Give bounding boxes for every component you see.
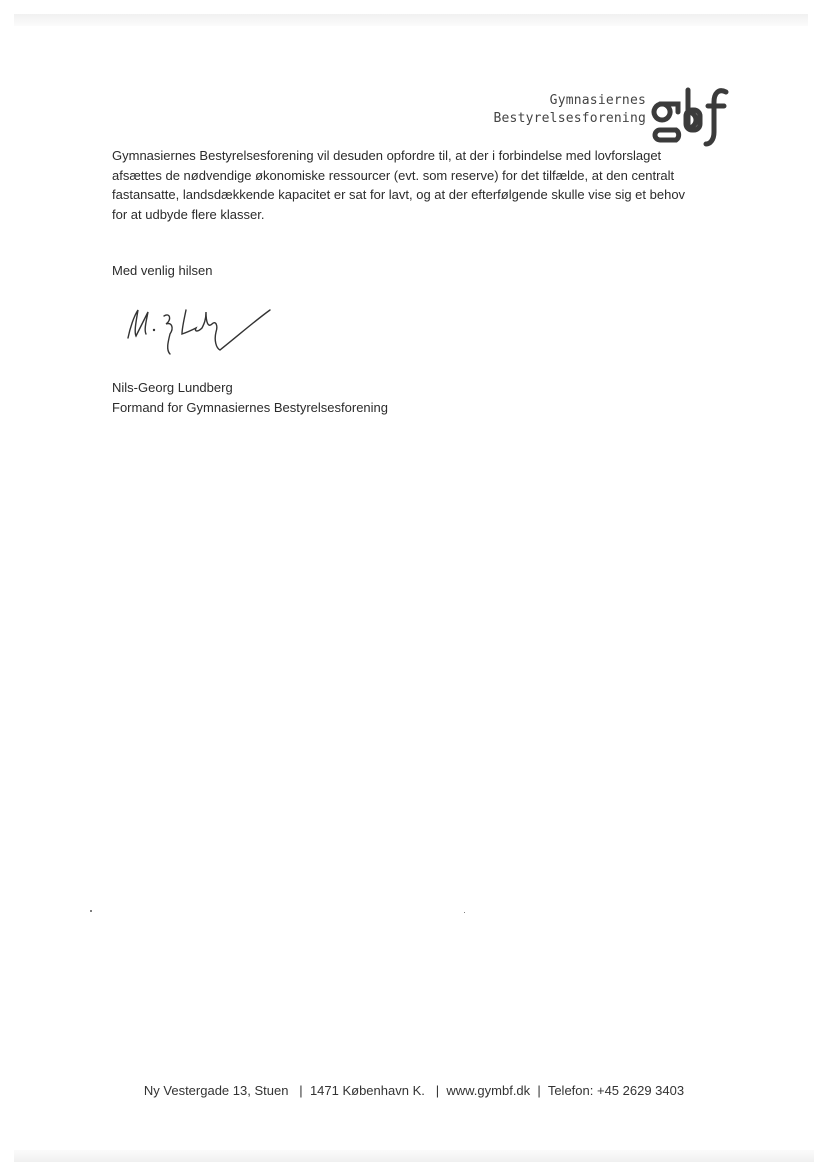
footer-space	[541, 1083, 545, 1098]
letter-body	[112, 146, 712, 224]
signer-block	[112, 378, 388, 418]
footer-city: 1471 København K.	[309, 1083, 425, 1098]
letterhead	[493, 86, 740, 148]
footer-contact	[0, 1083, 828, 1098]
body-line-1: Gymnasiernes Bestyrelsesforening vil desuden opfordre til, at der i forbindelse med lovforslaget	[112, 148, 662, 163]
organization-name	[493, 92, 646, 128]
scan-edge-bottom	[14, 1150, 814, 1162]
organization-name-line1: Gymnasiernes	[549, 93, 646, 108]
footer-phone: Telefon: +45 2629 3403	[547, 1083, 685, 1098]
scan-edge-top	[14, 14, 808, 26]
scan-speck	[90, 910, 92, 912]
signer-title: Formand for Gymnasiernes Bestyrelsesforening	[112, 400, 389, 415]
signer-name: Nils-Georg Lundberg	[112, 380, 233, 395]
footer-space	[439, 1083, 443, 1098]
footer-space	[303, 1083, 307, 1098]
footer-website-link[interactable]: www.gymbf.dk	[446, 1083, 531, 1098]
scan-speck	[464, 912, 465, 913]
footer-separator	[428, 1083, 435, 1098]
closing-salutation: Med venlig hilsen	[112, 263, 213, 278]
organization-name-line2: Bestyrelsesforening	[493, 111, 646, 126]
footer-separator: |	[537, 1083, 541, 1098]
body-line-2: afsættes de nødvendige økonomiske ressourcer (evt. som reserve) for det tilfælde, at den centralt	[112, 167, 675, 183]
footer-separator: |	[299, 1083, 303, 1098]
footer-separator: |	[435, 1083, 440, 1098]
footer-address: Ny Vestergade 13, Stuen	[143, 1083, 289, 1098]
handwritten-signature	[120, 298, 280, 360]
body-line-4: for at udbyde flere klasser.	[112, 206, 265, 222]
gbf-logo	[650, 86, 734, 148]
body-line-3: fastansatte, landsdækkende kapacitet er sat for lavt, og at der efterfølgende skulle vise sig et behov	[112, 187, 686, 202]
